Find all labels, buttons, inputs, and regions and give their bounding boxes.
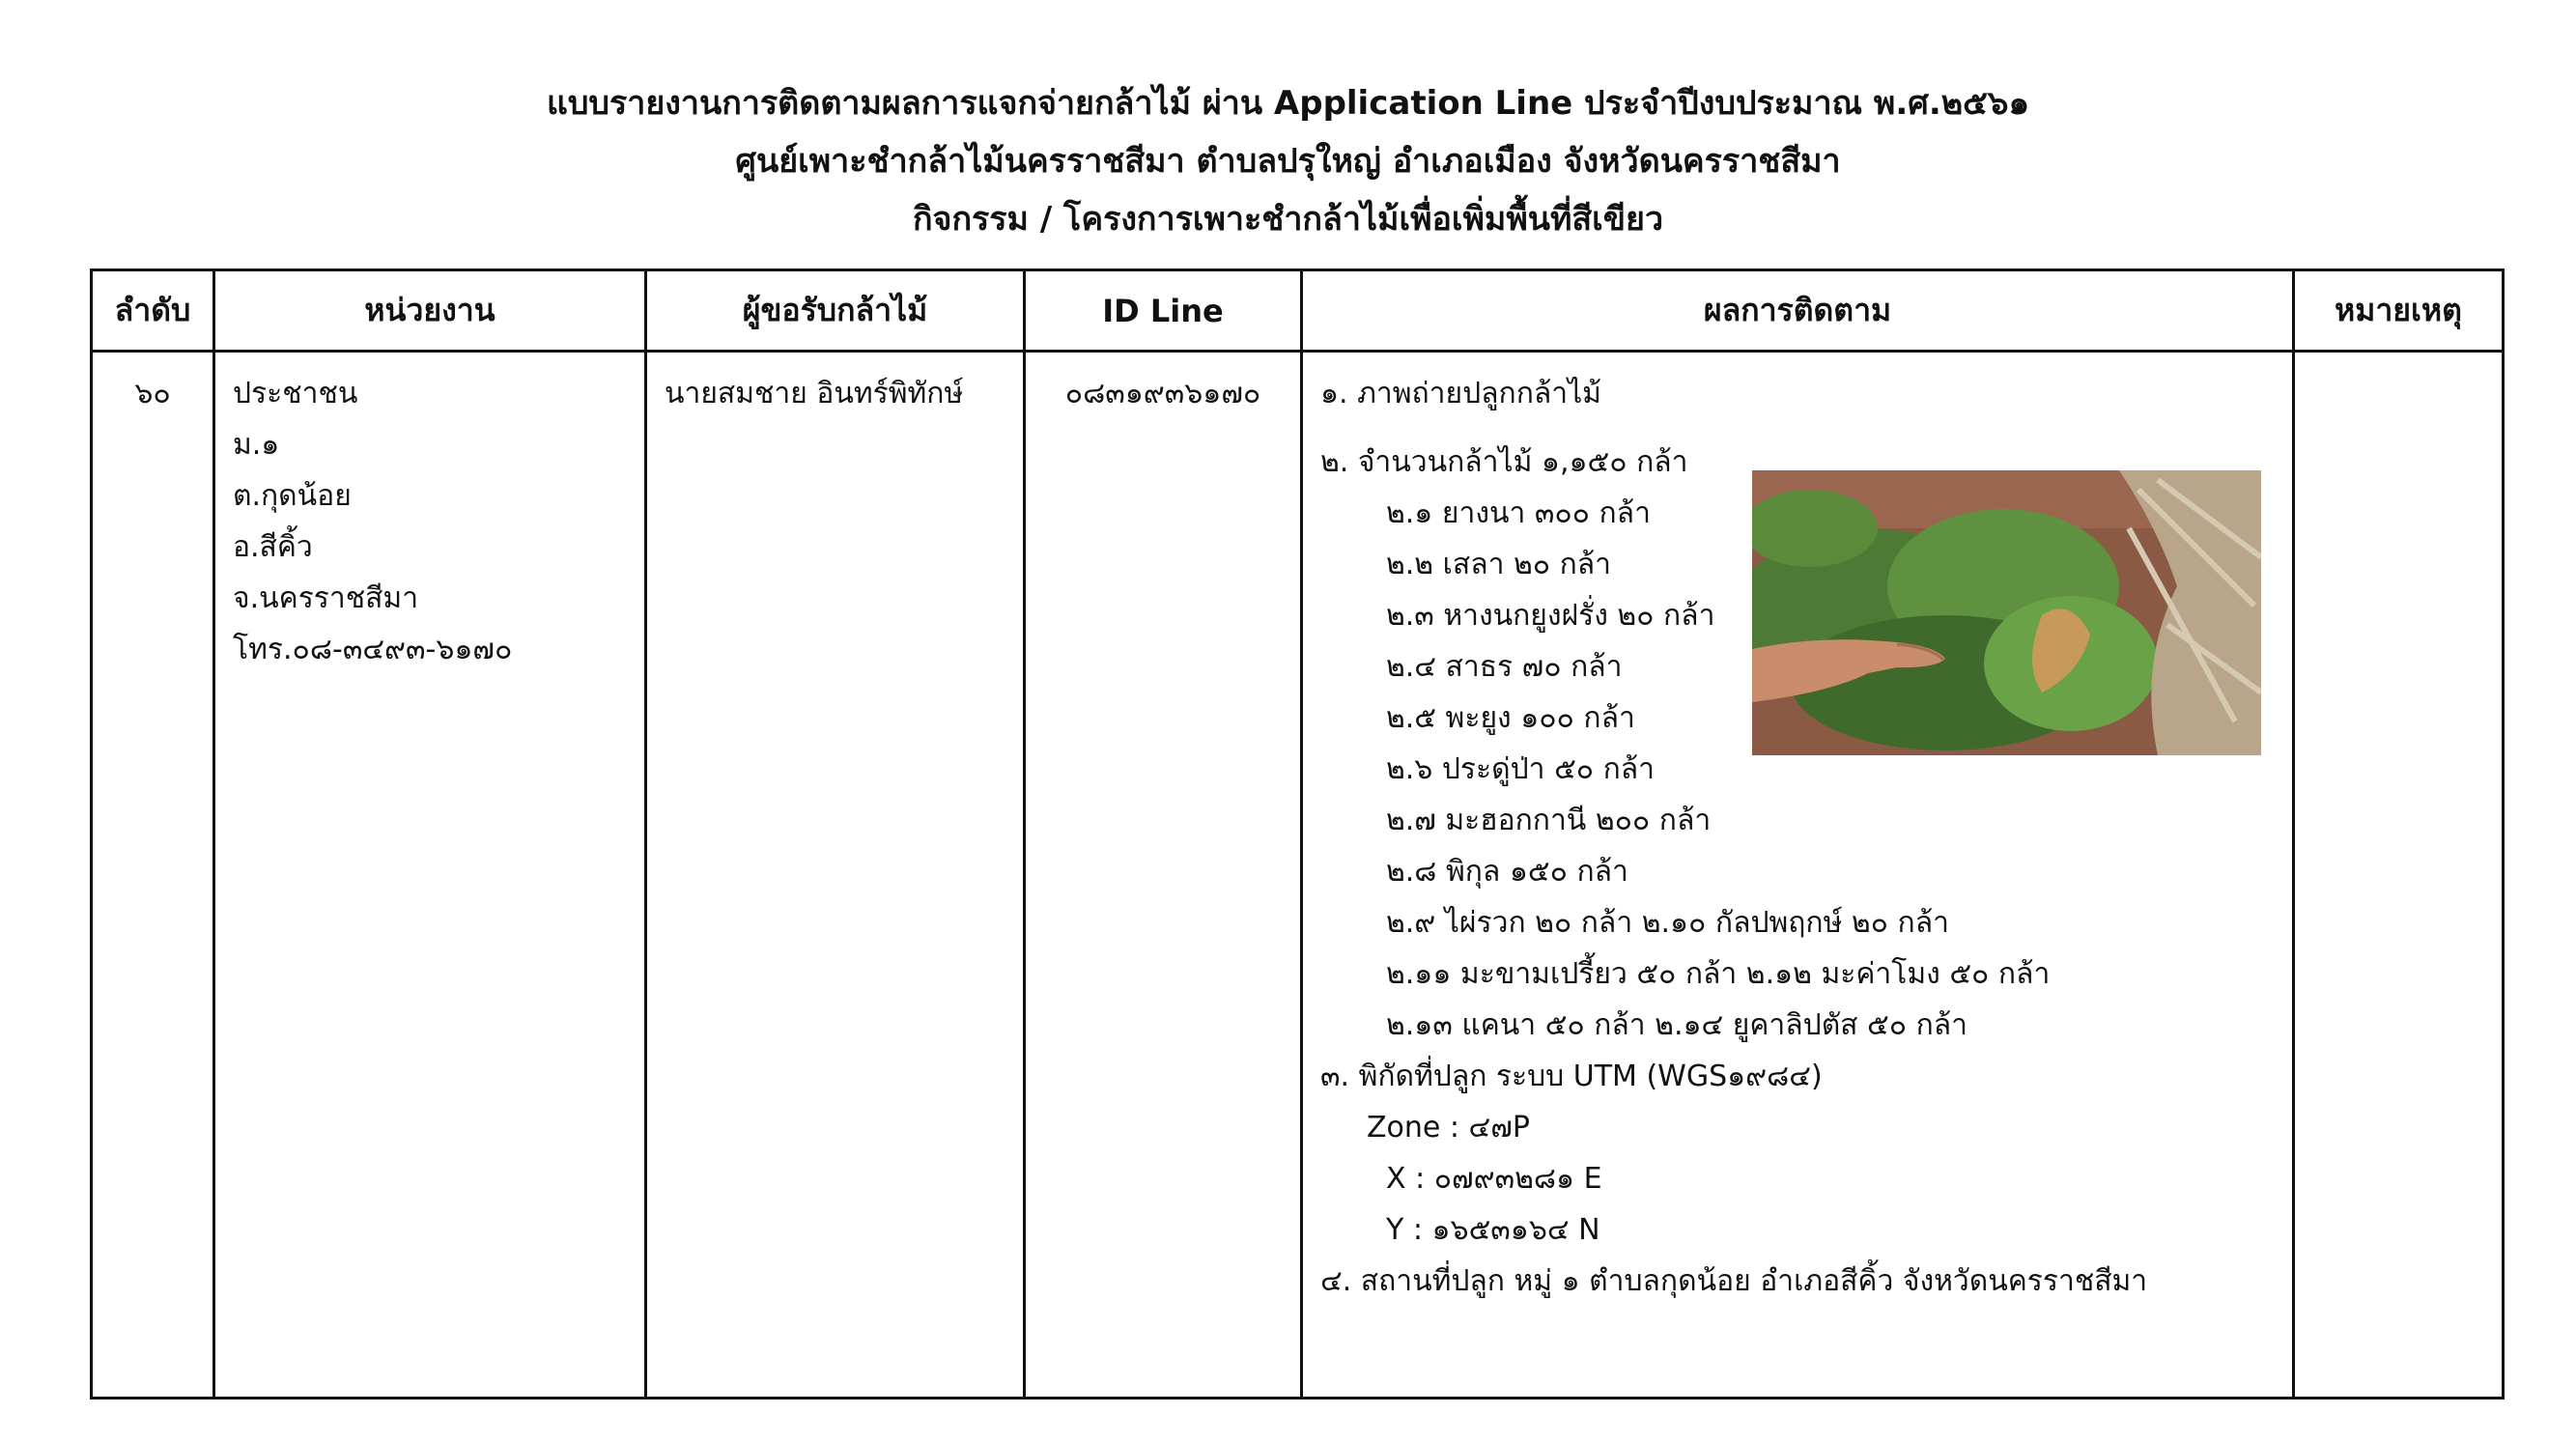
report-subtitle-activity: กิจกรรม / โครงการเพาะชำกล้าไม้เพื่อเพิ่มพื้นที่สีเขียว xyxy=(912,200,1664,239)
table-header-row xyxy=(92,270,2504,352)
species-line: ๒.๑๓ แคนา ๕๐ กล้า ๒.๑๔ ยูคาลิปตัส ๕๐ กล้า xyxy=(1386,1008,1967,1042)
utm-y: Y : ๑๖๕๓๑๖๔ N xyxy=(1386,1213,1600,1247)
result-item-coordinates: ๓. พิกัดที่ปลูก ระบบ UTM (WGS๑๙๘๔) xyxy=(1320,1060,1823,1093)
agency-line: จ.นครราชสีมา xyxy=(233,581,419,615)
planting-photo xyxy=(1752,470,2261,755)
species-line: ๒.๑ ยางนา ๓๐๐ กล้า xyxy=(1386,496,1651,530)
report-title: แบบรายงานการติดตามผลการแจกจ่ายกล้าไม้ ผ่าน Application Line ประจำปีงบประมาณ พ.ศ.๒๕๖๑ xyxy=(546,84,2030,123)
cell-recipient xyxy=(646,352,1025,1399)
species-line: ๒.๔ สาธร ๗๐ กล้า xyxy=(1386,650,1623,684)
result-item-location: ๔. สถานที่ปลูก หมู่ ๑ ตำบลกุดน้อย อำเภอสีคิ้ว จังหวัดนครราชสีมา xyxy=(1320,1264,2148,1298)
column-header-agency: หน่วยงาน xyxy=(214,270,646,352)
column-header-remark: หมายเหตุ xyxy=(2294,270,2504,352)
id-line-value: ๐๘๓๑๙๓๖๑๗๐ xyxy=(1064,377,1261,410)
species-line: ๒.๖ ประดู่ป่า ๕๐ กล้า xyxy=(1386,752,1656,786)
agency-line: ประชาชน xyxy=(233,377,358,410)
cell-seq xyxy=(92,352,214,1399)
species-line: ๒.๑๑ มะขามเปรี้ยว ๕๐ กล้า ๒.๑๒ มะค่าโมง ๕๐ กล้า xyxy=(1386,957,2051,991)
recipient-name: นายสมชาย อินทร์พิทักษ์ xyxy=(665,377,964,410)
species-line: ๒.๓ หางนกยูงฝรั่ง ๒๐ กล้า xyxy=(1386,599,1715,633)
species-line: ๒.๘ พิกุล ๑๕๐ กล้า xyxy=(1386,855,1628,889)
column-header-id-line: ID Line xyxy=(1025,270,1302,352)
result-item-count: ๒. จำนวนกล้าไม้ ๑,๑๕๐ กล้า xyxy=(1320,445,1688,479)
agency-line: อ.สีคิ้ว xyxy=(233,530,313,564)
agency-line: ต.กุดน้อย xyxy=(233,479,352,513)
utm-zone: Zone : ๔๗P xyxy=(1367,1111,1530,1145)
species-line: ๒.๙ ไผ่รวก ๒๐ กล้า ๒.๑๐ กัลปพฤกษ์ ๒๐ กล้า xyxy=(1386,906,1949,940)
cell-id-line xyxy=(1025,352,1302,1399)
column-header-seq: ลำดับ xyxy=(92,270,214,352)
utm-x: X : ๐๗๙๓๒๘๑ E xyxy=(1386,1162,1602,1196)
agency-line: ม.๑ xyxy=(233,428,280,462)
table-row xyxy=(92,352,2504,1399)
agency-phone: โทร.๐๘-๓๔๙๓-๖๑๗๐ xyxy=(233,633,513,666)
species-line: ๒.๕ พะยูง ๑๐๐ กล้า xyxy=(1386,701,1635,735)
column-header-recipient: ผู้ขอรับกล้าไม้ xyxy=(646,270,1025,352)
species-line: ๒.๒ เสลา ๒๐ กล้า xyxy=(1386,548,1611,581)
column-header-result: ผลการติดตาม xyxy=(1302,270,2294,352)
report-table xyxy=(90,269,2505,1400)
cell-remark xyxy=(2294,352,2504,1399)
species-line: ๒.๗ มะฮอกกานี ๒๐๐ กล้า xyxy=(1386,804,1712,837)
cell-agency xyxy=(214,352,646,1399)
report-subtitle-center: ศูนย์เพาะชำกล้าไม้นครราชสีมา ตำบลปรุใหญ่ อำเภอเมือง จังหวัดนครราชสีมา xyxy=(735,142,1841,181)
result-item-photo: ๑. ภาพถ่ายปลูกกล้าไม้ xyxy=(1320,377,1601,410)
seq-number: ๖๐ xyxy=(134,377,171,410)
cell-result xyxy=(1302,352,2294,1399)
